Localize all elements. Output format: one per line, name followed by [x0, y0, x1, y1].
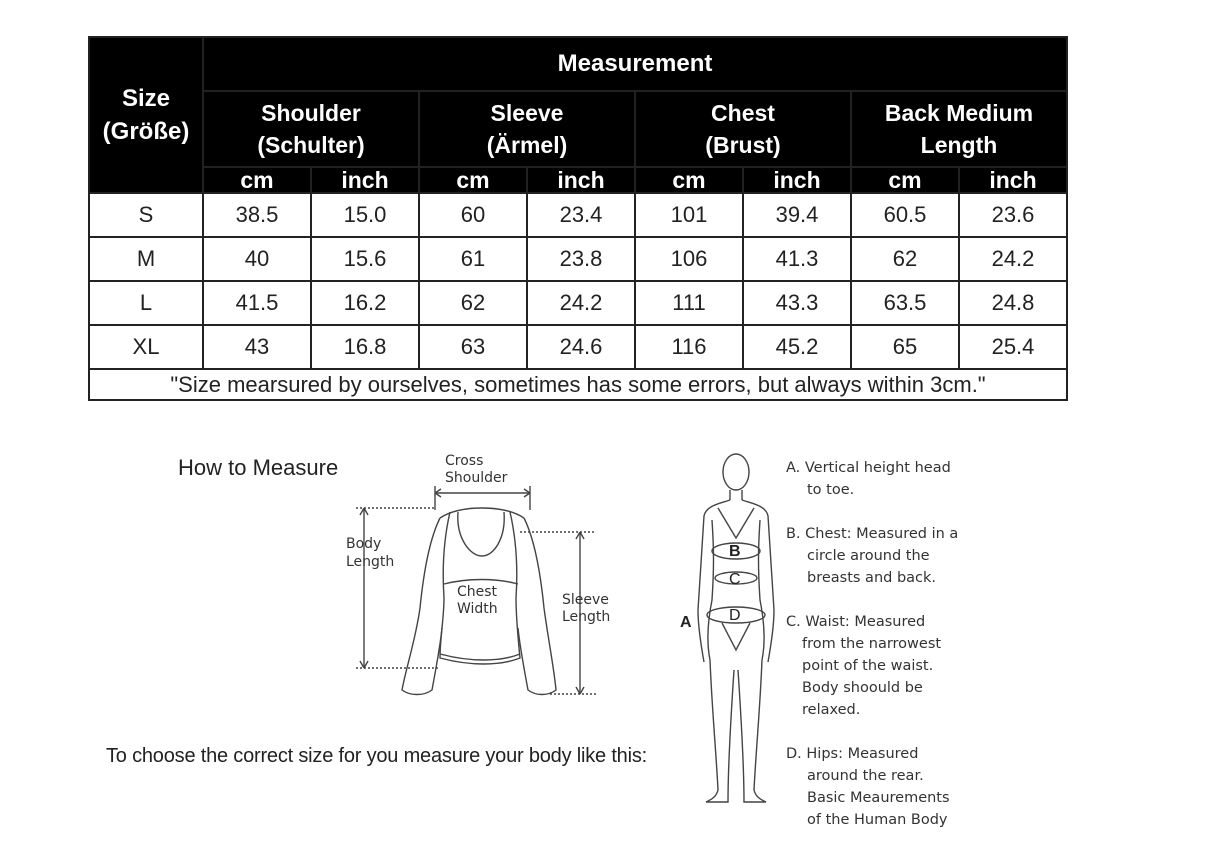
- table-row: [89, 193, 1067, 237]
- size-cell: S: [89, 193, 203, 237]
- size-cell: XL: [89, 325, 203, 369]
- sleeve-length-label-1: Sleeve: [562, 592, 609, 608]
- note-line: Body shoould be: [802, 680, 923, 696]
- value-cell: 41.3: [743, 237, 851, 281]
- size-cell: L: [89, 281, 203, 325]
- marker-d: D: [729, 607, 741, 624]
- value-cell: 16.2: [311, 281, 419, 325]
- chest-width-label-1: Chest: [457, 584, 498, 600]
- body-diagram: [676, 450, 786, 815]
- note-c: [786, 611, 958, 721]
- table-row: [89, 325, 1067, 369]
- note-line: Basic Meaurements: [807, 790, 950, 806]
- category-line1: Chest: [711, 100, 775, 126]
- category-line2: (Brust): [705, 132, 781, 158]
- value-cell: 23.6: [959, 193, 1067, 237]
- note-line: B. Chest: Measured in a: [786, 526, 959, 542]
- shirt-diagram: [340, 448, 640, 698]
- value-cell: 43.3: [743, 281, 851, 325]
- value-cell: 15.6: [311, 237, 419, 281]
- value-cell: 16.8: [311, 325, 419, 369]
- unit-header: inch: [527, 167, 635, 193]
- marker-b: B: [729, 543, 741, 560]
- note-line: circle around the: [807, 548, 930, 564]
- value-cell: 111: [635, 281, 743, 325]
- measurement-header: Measurement: [203, 37, 1067, 91]
- table-row: [89, 237, 1067, 281]
- note-line: point of the waist.: [802, 658, 934, 674]
- measure-notes: [786, 457, 958, 831]
- note-line: relaxed.: [802, 702, 861, 718]
- value-cell: 39.4: [743, 193, 851, 237]
- marker-c: C: [729, 571, 741, 588]
- note-b: [786, 523, 958, 589]
- category-line2: (Schulter): [257, 132, 365, 158]
- value-cell: 24.6: [527, 325, 635, 369]
- unit-header: inch: [959, 167, 1067, 193]
- cross-shoulder-label-2: Shoulder: [445, 470, 508, 486]
- note-a: [786, 457, 958, 501]
- value-cell: 106: [635, 237, 743, 281]
- body-length-label-2: Length: [346, 554, 395, 570]
- note-d: [786, 743, 958, 831]
- unit-header: cm: [203, 167, 311, 193]
- note-line: of the Human Body: [807, 812, 948, 828]
- category-line1: Back Medium: [884, 100, 1034, 126]
- category-shoulder: [203, 91, 419, 167]
- value-cell: 24.8: [959, 281, 1067, 325]
- value-cell: 15.0: [311, 193, 419, 237]
- marker-a: A: [680, 614, 692, 631]
- note-line: A. Vertical height head: [786, 460, 951, 476]
- value-cell: 43: [203, 325, 311, 369]
- category-chest: [635, 91, 851, 167]
- category-sleeve: [419, 91, 635, 167]
- value-cell: 101: [635, 193, 743, 237]
- chest-width-label-2: Width: [457, 601, 498, 617]
- unit-header: cm: [419, 167, 527, 193]
- value-cell: 62: [419, 281, 527, 325]
- value-cell: 38.5: [203, 193, 311, 237]
- size-header: [89, 37, 203, 193]
- size-table: [88, 36, 1068, 401]
- size-header-line2: (Größe): [102, 118, 190, 145]
- value-cell: 23.8: [527, 237, 635, 281]
- note-line: breasts and back.: [807, 570, 937, 586]
- how-to-measure-title: How to Measure: [178, 455, 339, 480]
- size-cell: M: [89, 237, 203, 281]
- cross-shoulder-label-1: Cross: [445, 453, 484, 469]
- sleeve-length-label-2: Length: [562, 609, 611, 625]
- value-cell: 60.5: [851, 193, 959, 237]
- value-cell: 23.4: [527, 193, 635, 237]
- unit-header: inch: [311, 167, 419, 193]
- size-note: "Size mearsured by ourselves, sometimes has some errors, but always within 3cm.": [89, 369, 1067, 400]
- measure-instruction: To choose the correct size for you measure your body like this:: [106, 745, 647, 767]
- size-chart: [88, 36, 1068, 403]
- value-cell: 24.2: [959, 237, 1067, 281]
- value-cell: 65: [851, 325, 959, 369]
- category-line1: Sleeve: [490, 100, 564, 126]
- category-line1: Shoulder: [261, 100, 361, 126]
- value-cell: 116: [635, 325, 743, 369]
- category-line2: Length: [920, 132, 998, 158]
- unit-header: cm: [635, 167, 743, 193]
- note-line: around the rear.: [807, 768, 924, 784]
- note-line: from the narrowest: [802, 636, 942, 652]
- value-cell: 24.2: [527, 281, 635, 325]
- value-cell: 25.4: [959, 325, 1067, 369]
- note-line: D. Hips: Measured: [786, 746, 919, 762]
- size-header-line1: Size: [121, 85, 171, 112]
- unit-header: inch: [743, 167, 851, 193]
- body-length-label-1: Body: [346, 536, 382, 552]
- value-cell: 45.2: [743, 325, 851, 369]
- value-cell: 63.5: [851, 281, 959, 325]
- note-line: C. Waist: Measured: [786, 614, 926, 630]
- category-back-length: [851, 91, 1067, 167]
- value-cell: 61: [419, 237, 527, 281]
- value-cell: 63: [419, 325, 527, 369]
- note-line: to toe.: [807, 482, 855, 498]
- value-cell: 40: [203, 237, 311, 281]
- table-row: [89, 281, 1067, 325]
- value-cell: 62: [851, 237, 959, 281]
- value-cell: 41.5: [203, 281, 311, 325]
- category-line2: (Ärmel): [486, 132, 568, 158]
- unit-header: cm: [851, 167, 959, 193]
- value-cell: 60: [419, 193, 527, 237]
